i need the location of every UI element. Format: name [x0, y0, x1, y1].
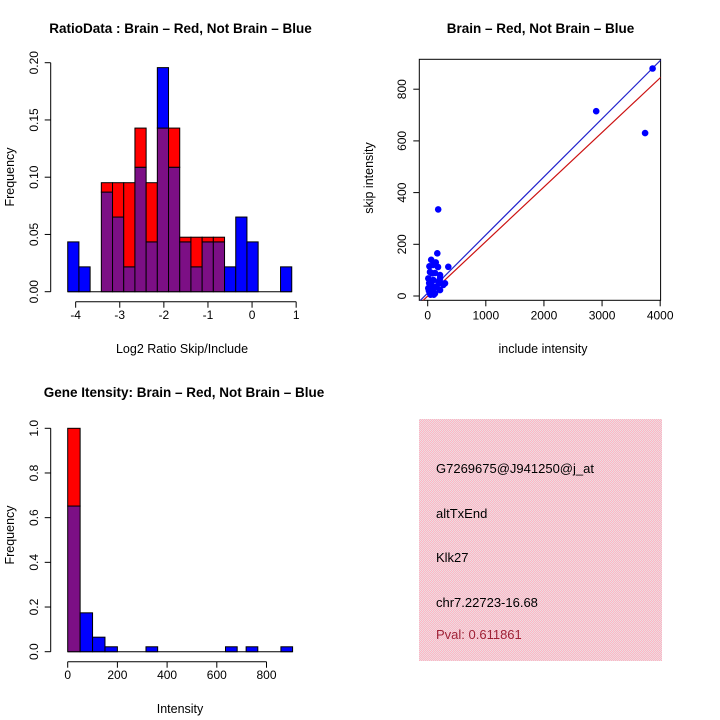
x-tick-label: 600	[206, 668, 227, 683]
y-tick-label: 800	[395, 79, 409, 100]
brain-fit-line	[420, 77, 662, 304]
scatter-point	[642, 130, 649, 137]
x-tick-label: 1000	[472, 308, 500, 323]
x-tick-label: 1	[292, 308, 300, 323]
hist-bar-overlap	[169, 167, 180, 291]
y-tick-label: 0.05	[27, 222, 41, 247]
hist-bar	[68, 428, 80, 506]
hist-bar	[281, 267, 292, 292]
y-tick-label: 0.4	[27, 553, 41, 571]
panel-ratio-histogram	[0, 0, 360, 360]
hist-bar	[135, 128, 146, 167]
hist-bar	[236, 217, 247, 292]
scatter-ylabel: skip intensity	[362, 142, 376, 214]
hist-bar	[191, 237, 202, 267]
ratio-hist-xlabel: Log2 Ratio Skip/Include	[115, 342, 249, 356]
x-tick-label: 3000	[588, 308, 616, 323]
hist-bar	[105, 647, 117, 652]
hist-bar-overlap	[180, 242, 191, 292]
x-tick-label: -1	[202, 308, 214, 323]
scatter-point	[426, 263, 433, 270]
hist-bar	[180, 237, 191, 242]
gene-hist-plot-area	[27, 420, 293, 683]
locus-text: chr7.22723-16.68	[436, 595, 538, 610]
hist-bar	[202, 237, 213, 242]
scatter-point	[593, 108, 600, 115]
scatter-xlabel: include intensity	[498, 342, 588, 356]
scatter-point	[445, 264, 452, 271]
hist-bar	[247, 242, 258, 292]
y-tick-label: 0.6	[27, 509, 41, 527]
y-tick-label: 0.0	[27, 643, 41, 661]
x-tick-label: 0	[424, 308, 432, 323]
y-tick-label: 0.15	[27, 108, 41, 132]
scatter-point	[435, 206, 442, 213]
gene-hist-ylabel: Frequency	[3, 505, 17, 565]
hist-bar-overlap	[146, 242, 157, 292]
ratio-hist-title: RatioData : Brain – Red, Not Brain – Blue	[49, 21, 312, 36]
scatter-point	[433, 259, 440, 266]
not-brain-fit-line	[420, 59, 662, 301]
hist-bar	[146, 183, 157, 242]
x-tick-label: 0	[64, 668, 72, 683]
ratio-hist-ylabel: Frequency	[3, 147, 17, 207]
hist-bar-overlap	[113, 217, 124, 292]
scatter-point	[426, 280, 433, 287]
hist-bar	[146, 647, 158, 652]
hist-bar-overlap	[157, 128, 168, 292]
hist-bar	[93, 637, 105, 652]
scatter-point	[649, 65, 656, 72]
y-tick-label: 0	[395, 292, 409, 300]
x-tick-label: 4000	[646, 308, 674, 323]
x-tick-label: -2	[158, 308, 170, 323]
hist-bar	[79, 267, 90, 292]
hist-bar	[157, 68, 168, 128]
x-tick-label: 800	[256, 668, 277, 683]
hist-bar	[169, 128, 180, 167]
fit-lines	[420, 59, 662, 303]
panel-gene-intensity-histogram	[0, 360, 360, 720]
scatter-point	[428, 286, 435, 293]
x-tick-label: 2000	[530, 308, 558, 323]
y-tick-label: 0.8	[27, 464, 41, 482]
hist-bar	[213, 237, 224, 242]
hist-bar	[281, 647, 293, 652]
x-tick-label: -4	[70, 308, 81, 323]
hist-bar	[124, 183, 135, 267]
y-tick-label: 600	[395, 130, 409, 151]
y-tick-label: 200	[395, 234, 409, 255]
probe-id-text: G7269675@J941250@j_at	[436, 461, 594, 476]
scatter-plot-area	[395, 59, 674, 322]
hist-bar-overlap	[213, 242, 224, 292]
gene-hist-title: Gene Itensity: Brain – Red, Not Brain – Blue	[43, 385, 325, 400]
x-tick-label: 0	[248, 308, 256, 323]
hist-bar-overlap	[202, 242, 213, 292]
hist-bar-overlap	[124, 267, 135, 292]
splice-type-text: altTxEnd	[436, 506, 488, 521]
scatter-point	[437, 275, 444, 282]
hist-bar-overlap	[101, 192, 112, 292]
y-tick-label: 0.2	[27, 598, 41, 616]
y-tick-label: 0.00	[27, 280, 41, 304]
hist-bar	[68, 242, 79, 292]
y-tick-label: 0.10	[27, 165, 41, 189]
gene-hist-xlabel: Intensity	[156, 702, 204, 716]
hist-bar	[80, 613, 92, 652]
x-tick-label: -3	[114, 308, 126, 323]
hist-bar-overlap	[191, 267, 202, 292]
gene-symbol-text: Klk27	[436, 550, 469, 565]
y-tick-label: 0.20	[27, 51, 41, 75]
x-tick-label: 200	[107, 668, 128, 683]
x-tick-label: 400	[157, 668, 178, 683]
y-tick-label: 1.0	[27, 419, 41, 437]
scatter-title: Brain – Red, Not Brain – Blue	[446, 21, 635, 36]
panel-intensity-scatter	[360, 0, 720, 360]
hist-bar-overlap	[68, 506, 80, 652]
hist-bar	[246, 647, 258, 652]
scatter-point	[429, 270, 436, 277]
scatter-point	[434, 250, 441, 257]
plot-box	[419, 59, 660, 300]
hist-bar	[113, 183, 124, 217]
info-panel	[419, 419, 662, 661]
hist-bar	[225, 267, 236, 292]
hist-bar	[101, 183, 112, 192]
y-tick-label: 400	[395, 182, 409, 203]
pval-text: Pval: 0.611861	[436, 627, 522, 642]
hist-bar	[225, 647, 237, 652]
ratio-hist-plot-area	[27, 51, 300, 323]
hist-bar-overlap	[135, 167, 146, 291]
